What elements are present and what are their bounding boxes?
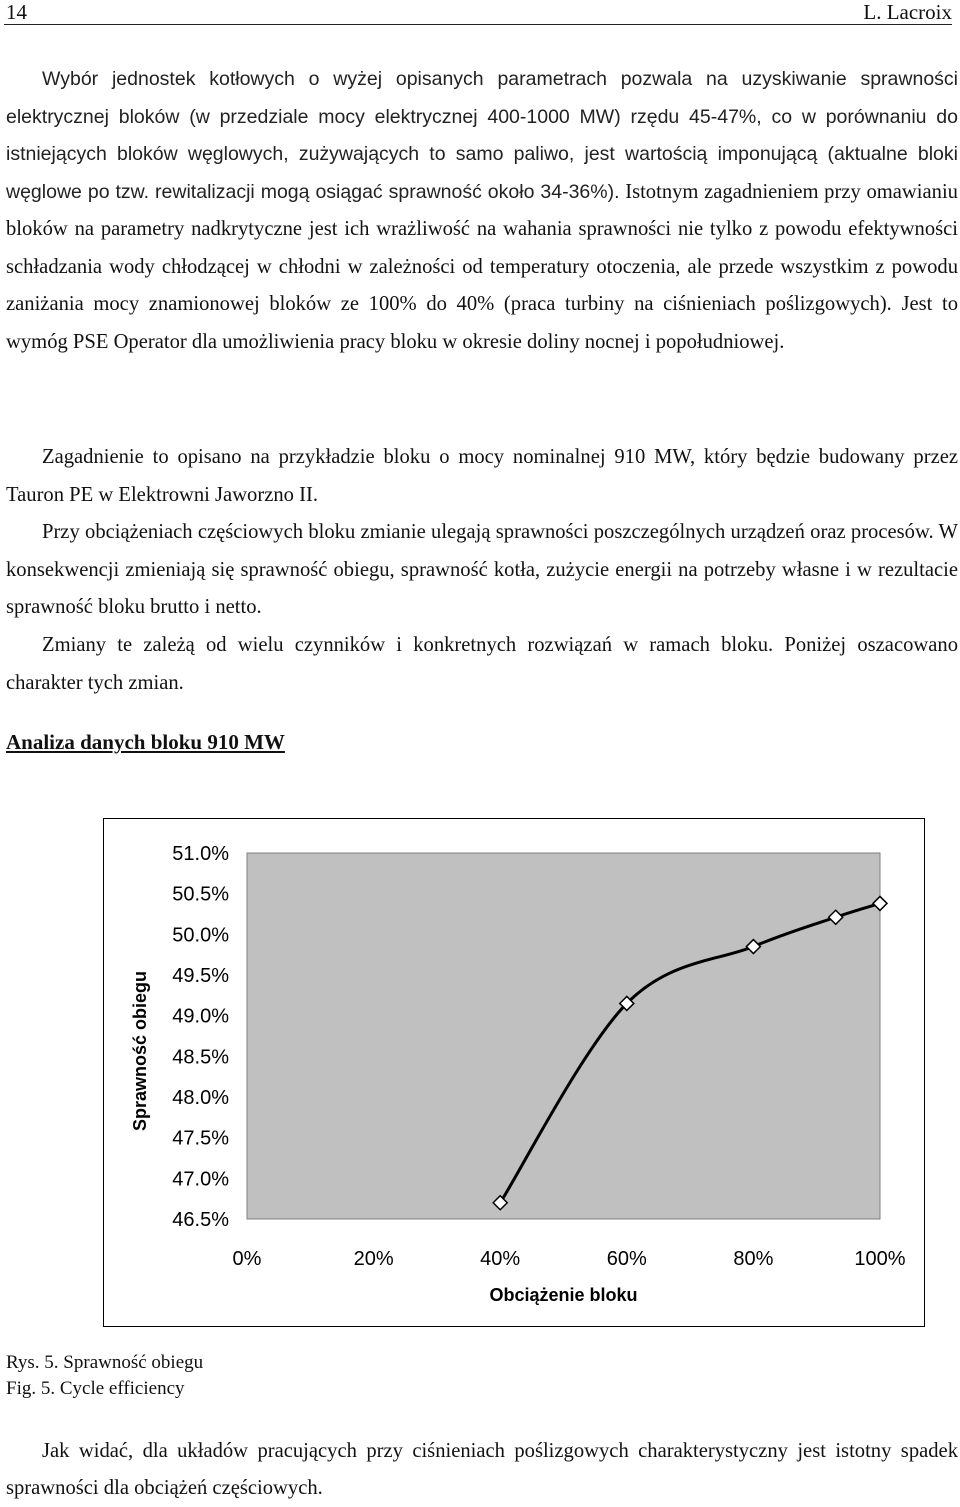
y-tick-label: 46.5% [172, 1209, 229, 1231]
y-tick-label: 49.0% [172, 1005, 229, 1028]
y-tick-label: 49.5% [172, 965, 229, 987]
y-tick-label: 47.0% [172, 1168, 229, 1191]
efficiency-chart [104, 819, 926, 1328]
page-header [4, 0, 952, 25]
y-tick-label: 50.0% [172, 924, 229, 947]
y-tick-label: 47.5% [172, 1127, 229, 1150]
y-axis-label: Sprawność obiegu [130, 970, 150, 1132]
y-tick-label: 51.0% [172, 843, 229, 865]
x-tick-label: 40% [480, 1248, 521, 1270]
x-tick-label: 0% [232, 1248, 262, 1270]
figure-caption-pl: Rys. 5. Sprawność obiegu [6, 1352, 204, 1373]
figure-caption-en: Fig. 5. Cycle efficiency [6, 1378, 185, 1399]
paragraph-5: Jak widać, dla układów pracujących przy ciśnieniach poślizgowych charakterystyczny jest istotny spadek sprawności dla obciążeń częściowych. [6, 1440, 958, 1499]
y-tick-label: 50.5% [172, 883, 229, 906]
y-tick-label: 48.0% [172, 1087, 229, 1109]
paragraph-4: Zmiany te zależą od wielu czynników i konkretnych rozwiązań w ramach bloku. Poniżej oszacowano charakter tych zmian. [6, 634, 958, 694]
plot-area [247, 853, 880, 1219]
x-tick-label: 80% [733, 1248, 774, 1270]
section-heading: Analiza danych bloku 910 MW [6, 730, 285, 754]
x-tick-label: 100% [854, 1248, 906, 1270]
paragraph-3: Przy obciążeniach częściowych bloku zmianie ulegają sprawności poszczególnych urządzeń oraz procesów. W konsekwencji zmieniają się sprawność obiegu, sprawność kotła, zużycie energii na potrzeby własne i w rezultacie sprawność bloku brutto i netto. [6, 521, 958, 618]
paragraph-1-part-a: Wybór jednostek kotłowych o wyżej opisanych parametrach pozwala na uzyskiwanie sprawności elektrycznej bloków (w przedziale mocy elektrycznej 400-1000 MW) rzędu 45-47%, co w porównaniu do istniejących bloków węglowych, zużywających to samo paliwo, jest wartością imponującą (aktualne bloki węglowe po tzw. rewitalizacji mogą osiągać sprawność około 34-36%). [6, 68, 958, 203]
chart-frame [103, 818, 925, 1327]
paragraph-2: Zagadnienie to opisano na przykładzie bloku o mocy nominalnej 910 MW, który będzie budowany przez Tauron PE w Elektrowni Jaworzno II. [6, 446, 958, 506]
running-author: L. Lacroix [863, 0, 952, 24]
page-number: 14 [6, 0, 27, 24]
paragraph-1-part-b: Istotnym zagadnieniem przy omawianiu bloków na parametry nadkrytyczne jest ich wrażliwość na wahania sprawności nie tylko z powodu efektywności schładzania wody chłodzącej w chłodni w zależności od temperatury otoczenia, ale przede wszystkim z powodu zaniżania mocy znamionowej bloków ze 100% do 40% (praca turbiny na ciśnieniach poślizgowych). Jest to wymóg PSE Operator dla umożliwienia pracy bloku w okresie doliny nocnej i popołudniowej. [6, 180, 958, 353]
x-tick-label: 60% [606, 1248, 647, 1270]
y-tick-label: 48.5% [172, 1046, 229, 1069]
paragraph-1 [6, 61, 958, 361]
x-tick-label: 20% [353, 1248, 394, 1270]
x-axis-label: Obciążenie bloku [489, 1285, 638, 1305]
